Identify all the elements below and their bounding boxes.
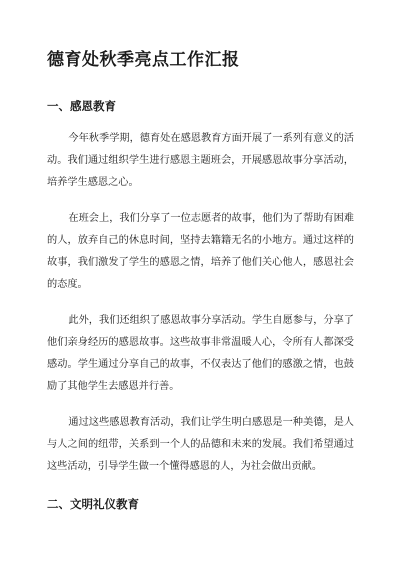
- paragraph: 通过这些感恩教育活动，我们让学生明白感恩是一种美德，是人与人之间的纽带，关系到一个人的品德和未来的发展。我们希望通过这些活动，引导学生做一个懂得感恩的人，为社会做出贡献。: [47, 417, 354, 472]
- paragraph: 在班会上，我们分享了一位志愿者的故事，他们为了帮助有困难的人，放弃自己的休息时间，坚持去籍籍无名的小地方。通过这样的故事，我们激发了学生的感恩之情，培养了他们关心他人，感恩社会的态度。: [47, 213, 354, 290]
- section-heading-etiquette: 二、文明礼仪教育: [47, 497, 139, 511]
- section-heading-gratitude: 一、感恩教育: [47, 99, 116, 113]
- document-title: 德育处秋季亮点工作汇报: [47, 50, 240, 70]
- paragraph: 此外，我们还组织了感恩故事分享活动。学生自愿参与，分享了他们亲身经历的感恩故事。这些故事非常温暖人心，令所有人都深受感动。学生通过分享自己的故事，不仅表达了他们的感激之情，也鼓励了其他学生去感恩并行善。: [47, 315, 354, 392]
- paragraph: 今年秋季学期，德育处在感恩教育方面开展了一系列有意义的活动。我们通过组织学生进行感恩主题班会，开展感恩故事分享活动，培养学生感恩之心。: [47, 133, 354, 188]
